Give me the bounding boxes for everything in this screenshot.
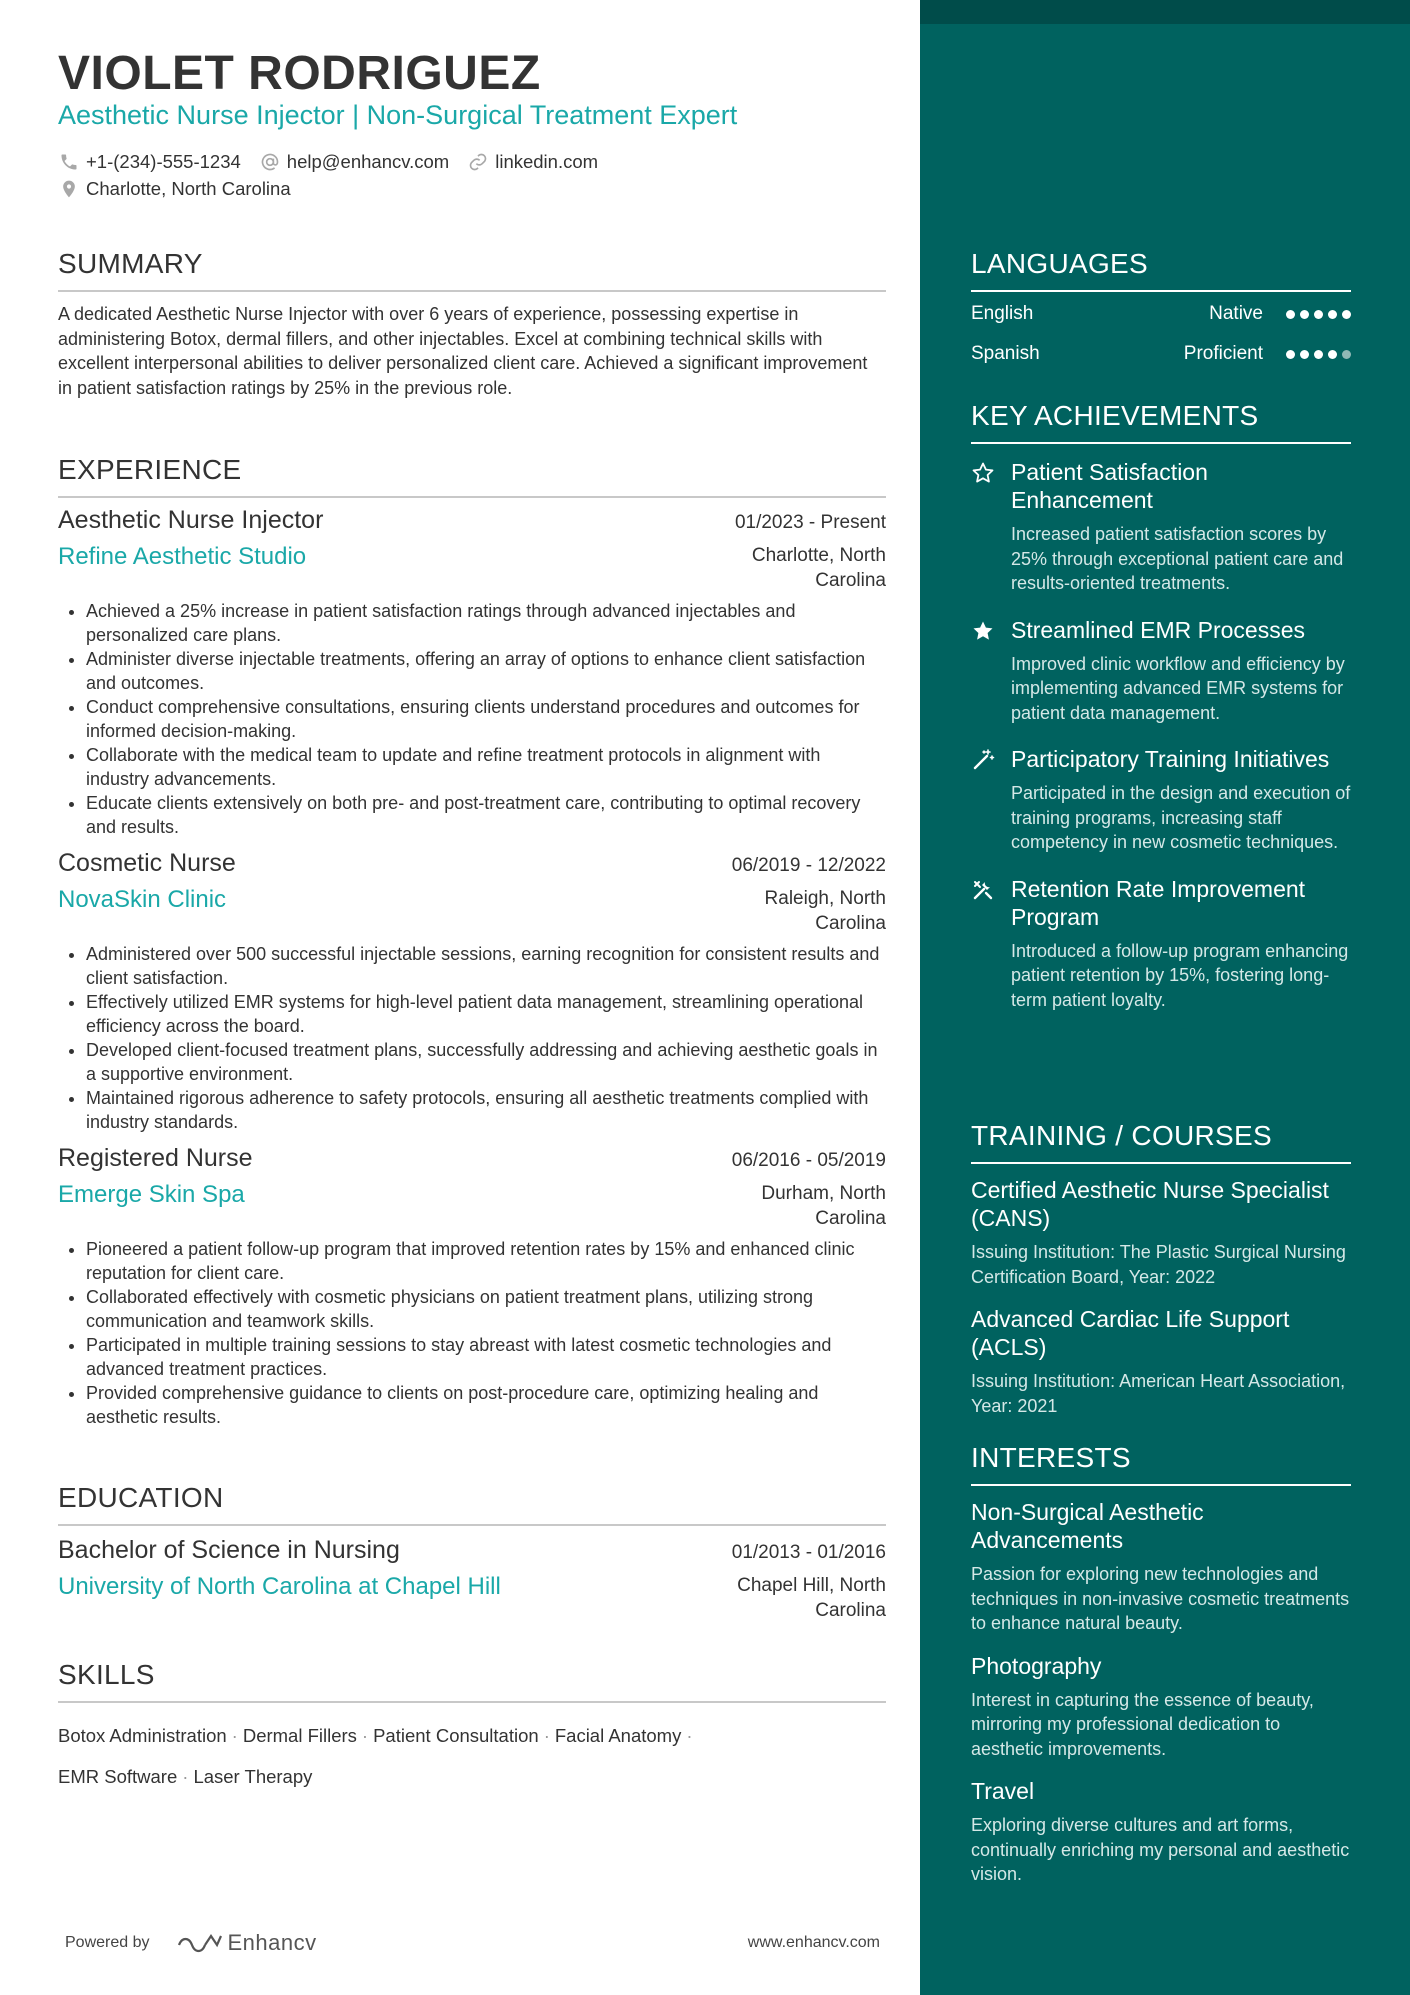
link-icon (467, 151, 489, 173)
languages-section (971, 248, 1351, 374)
tools-icon (971, 878, 995, 902)
skills-section (58, 1659, 886, 1797)
rating-dot-filled (1286, 310, 1295, 319)
language-level: Native (1209, 303, 1263, 324)
job-bullet: • Educate clients extensively on both pre- and post-treatment care, contributing to optimal recovery and results. (86, 791, 886, 839)
achievement-title: Patient Satisfaction Enhancement (1011, 459, 1208, 513)
achievement-item (971, 616, 1351, 726)
language-item (971, 334, 1351, 374)
enhancv-logo[interactable] (176, 1930, 317, 1956)
job-bullet: • Pioneered a patient follow-up program that improved retention rates by 15% and enhanced clinic reputation for client care. (86, 1237, 886, 1285)
candidate-headline: Aesthetic Nurse Injector | Non-Surgical Treatment Expert (58, 100, 738, 130)
rating-dot-filled (1286, 350, 1295, 359)
job-bullets (58, 942, 886, 1134)
phone-icon (58, 151, 80, 173)
degree-name: Bachelor of Science in Nursing (58, 1536, 400, 1564)
language-item (971, 294, 1351, 334)
rating-dot-filled (1314, 350, 1323, 359)
summary-section (58, 248, 886, 400)
job-dates: 06/2016 - 05/2019 (731, 1150, 886, 1171)
location-text: Charlotte, North Carolina (86, 177, 291, 199)
skill-item: Patient Consultation (373, 1725, 539, 1746)
job-bullet: • Developed client-focused treatment plans, successfully addressing and achieving aesthetic goals in a supportive environment. (86, 1038, 886, 1086)
company-name: Refine Aesthetic Studio (58, 543, 307, 570)
powered-by-label: Powered by (65, 1934, 150, 1951)
achievement-item (971, 745, 1351, 855)
education-section (58, 1482, 886, 1623)
course-item (971, 1176, 1351, 1289)
achievement-desc: Participated in the design and execution of training programs, increasing staff competency in new cosmetic techniques. (1011, 783, 1351, 852)
course-item (971, 1305, 1351, 1418)
skill-item: Laser Therapy (193, 1766, 313, 1787)
achievement-title: Streamlined EMR Processes (1011, 616, 1305, 643)
skill-item: Botox Administration (58, 1725, 227, 1746)
job-entry (58, 506, 886, 839)
job-location: Durham, North Carolina (761, 1183, 886, 1229)
contact-email[interactable] (259, 151, 449, 173)
enhancv-logo-icon (176, 1931, 222, 1955)
job-bullet: • Effectively utilized EMR systems for high-level patient data management, streamlining operational efficiency across the board. (86, 990, 886, 1038)
language-rating (1281, 310, 1351, 319)
achievement-item (971, 875, 1351, 1013)
rating-dot-filled (1328, 350, 1337, 359)
magic-wand-icon (971, 748, 995, 772)
interest-item (971, 1498, 1351, 1636)
course-title: Certified Aesthetic Nurse Specialist (CANS) (971, 1177, 1329, 1231)
experience-section (58, 454, 886, 1429)
school-name: University of North Carolina at Chapel Hill (58, 1573, 501, 1600)
course-title: Advanced Cardiac Life Support (ACLS) (971, 1306, 1290, 1360)
job-bullet: • Collaborated effectively with cosmetic physicians on patient treatment plans, utilizing strong communication and teamwork skills. (86, 1285, 886, 1333)
languages-title: LANGUAGES (971, 248, 1351, 292)
job-bullet: • Administered over 500 successful injectable sessions, earning recognition for consistent results and client satisfaction. (86, 942, 886, 990)
contact-phone[interactable] (58, 151, 241, 173)
education-title: EDUCATION (58, 1482, 886, 1526)
rating-dot-filled (1300, 310, 1309, 319)
training-section (971, 1120, 1351, 1418)
language-level: Proficient (1183, 343, 1263, 364)
interest-title: Non-Surgical Aesthetic Advancements (971, 1499, 1204, 1553)
achievement-title: Participatory Training Initiatives (1011, 746, 1330, 772)
achievements-section (971, 400, 1351, 1012)
job-bullet: • Conduct comprehensive consultations, ensuring clients understand procedures and outcomes for informed decision-making. (86, 695, 886, 743)
rating-dot-filled (1342, 310, 1351, 319)
job-bullet: • Participated in multiple training sessions to stay abreast with latest cosmetic technologies and advanced treatment practices. (86, 1333, 886, 1381)
experience-title: EXPERIENCE (58, 454, 886, 498)
achievement-desc: Introduced a follow-up program enhancing patient retention by 15%, fostering long-term patient loyalty. (1011, 940, 1349, 1010)
brand-name: Enhancv (227, 1930, 317, 1955)
achievements-title: KEY ACHIEVEMENTS (971, 400, 1351, 444)
skills-title: SKILLS (58, 1659, 886, 1703)
phone-text: +1-(234)-555-1234 (86, 150, 241, 172)
contact-location (58, 178, 291, 200)
interest-desc: Exploring diverse cultures and art forms, continually enriching my personal and aesthetic vision. (971, 1815, 1350, 1884)
star-outline-icon (971, 461, 995, 485)
rating-dot-filled (1300, 350, 1309, 359)
job-bullet: • Maintained rigorous adherence to safety protocols, ensuring all aesthetic treatments complied with industry standards. (86, 1086, 886, 1134)
job-dates: 01/2023 - Present (734, 512, 886, 533)
education-entry (58, 1536, 886, 1623)
job-location: Raleigh, North Carolina (764, 888, 886, 934)
interest-item (971, 1777, 1351, 1887)
achievement-title: Retention Rate Improvement Program (1011, 875, 1306, 930)
job-bullet: • Collaborate with the medical team to update and refine treatment protocols in alignment with industry advancements. (86, 743, 886, 791)
summary-title: SUMMARY (58, 248, 886, 292)
course-desc: Issuing Institution: The Plastic Surgical Nursing Certification Board, Year: 2022 (971, 1242, 1346, 1287)
skill-item: Dermal Fillers (242, 1725, 357, 1746)
interest-title: Travel (971, 1778, 1035, 1804)
language-name: English (971, 303, 1034, 324)
sidebar-column (920, 0, 1410, 1995)
job-bullets (58, 599, 886, 839)
job-bullets (58, 1237, 886, 1429)
job-location: Charlotte, North Carolina (751, 545, 886, 591)
interests-section (971, 1442, 1351, 1887)
achievement-desc: Improved clinic workflow and efficiency by implementing advanced EMR systems for patient data management. (1011, 653, 1345, 723)
job-bullet: • Administer diverse injectable treatments, offering an array of options to enhance client satisfaction and outcomes. (86, 647, 886, 695)
interest-desc: Passion for exploring new technologies and techniques in non-invasive cosmetic treatments to enhance natural beauty. (971, 1564, 1350, 1633)
training-title: TRAINING / COURSES (971, 1120, 1351, 1164)
rating-dot-empty (1342, 350, 1351, 359)
job-title: Registered Nurse (58, 1144, 253, 1172)
job-title: Aesthetic Nurse Injector (58, 506, 324, 534)
achievement-item (971, 458, 1351, 596)
interest-desc: Interest in capturing the essence of beauty, mirroring my professional dedication to aesthetic improvements. (971, 1689, 1314, 1759)
company-name: NovaSkin Clinic (58, 886, 227, 913)
skill-item: Facial Anatomy (554, 1725, 682, 1746)
job-dates: 06/2019 - 12/2022 (731, 855, 886, 876)
email-text: help@enhancv.com (286, 150, 450, 172)
contact-linkedin[interactable] (467, 151, 598, 173)
education-location: Chapel Hill, North Carolina (737, 1575, 886, 1621)
language-name: Spanish (971, 343, 1040, 364)
interests-title: INTERESTS (971, 1442, 1351, 1486)
website-link[interactable]: www.enhancv.com (747, 1934, 880, 1951)
achievement-desc: Increased patient satisfaction scores by 25% through exceptional patient care and results-oriented treatments. (1011, 524, 1344, 593)
skill-item: EMR Software (58, 1766, 178, 1787)
job-entry (58, 849, 886, 1134)
rating-dot-filled (1328, 310, 1337, 319)
page-footer (65, 1928, 880, 1958)
linkedin-text: linkedin.com (495, 150, 599, 172)
job-entry (58, 1144, 886, 1429)
star-filled-icon (971, 619, 995, 643)
summary-text: A dedicated Aesthetic Nurse Injector with over 6 years of experience, possessing expertise in administering Botox, dermal fillers, and other injectables. Excel at combining technical skills with excellent interpersonal abilities to deliver personalized client care. Achieved a significant improvement in patient satisfaction ratings by 25% in the previous role. (58, 304, 868, 398)
sidebar-top-bar (920, 0, 1410, 24)
at-icon (259, 151, 281, 173)
interest-title: Photography (971, 1652, 1102, 1679)
interest-item (971, 1652, 1351, 1762)
education-dates: 01/2013 - 01/2016 (731, 1542, 886, 1563)
candidate-name: VIOLET RODRIGUEZ (58, 47, 541, 100)
location-pin-icon (58, 178, 80, 200)
job-bullet: • Provided comprehensive guidance to clients on post-procedure care, optimizing healing and aesthetic results. (86, 1381, 886, 1429)
course-desc: Issuing Institution: American Heart Association, Year: 2021 (971, 1371, 1346, 1416)
language-rating (1281, 350, 1351, 359)
job-title: Cosmetic Nurse (58, 849, 236, 877)
job-bullet: • Achieved a 25% increase in patient satisfaction ratings through advanced injectables and personalized care plans. (86, 599, 886, 647)
skills-list: Botox Administration · Dermal Fillers · Patient Consultation · Facial Anatomy · EMR Software · Laser Therapy (58, 1725, 693, 1787)
company-name: Emerge Skin Spa (58, 1181, 245, 1208)
contact-info (58, 148, 878, 202)
rating-dot-filled (1314, 310, 1323, 319)
